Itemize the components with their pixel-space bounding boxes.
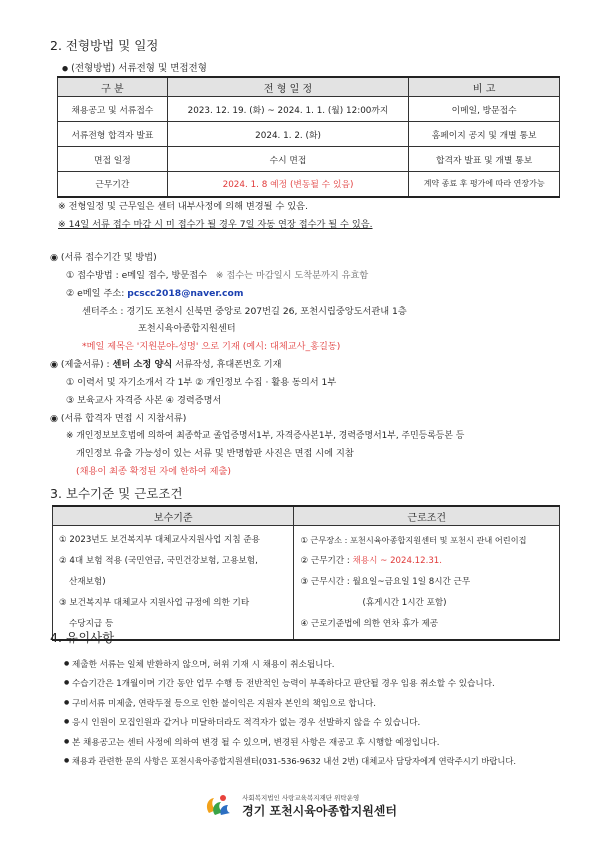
list-item: ● 채용과 관련한 문의 사항은 포천시육아종합지원센터(031-536-9632 내선 2번) 대체교사 담당자에게 연락주시기 바랍니다.: [64, 755, 517, 766]
row-note: 합격자 발표 및 개별 통보: [409, 147, 560, 172]
section2-subtitle: ● (전형방법) 서류전형 및 면접전형: [62, 63, 207, 74]
interview-title: ◉ (서류 합격자 면접 시 지참서류): [50, 413, 187, 424]
row-note: 이메일, 방문접수: [409, 97, 560, 122]
work-cell: ① 근무장소 : 포천시육아종합지원센터 및 포천시 관내 어린이집 ② 근무기간 : 채용시 ~ 2024.12.31. ③ 근무시간 : 월요일~금요일 1일 8시간 근무 (휴게시간 1시간 포함) ④ 근로기준법에 의한 연차 휴가 제공: [294, 526, 560, 641]
conditions-table-header: [53, 506, 560, 526]
list-item: ● 수습기간은 1개월이며 기간 동안 업무 수행 등 전반적인 능력이 부족하다고 판단될 경우 임용 취소할 수 있습니다.: [64, 679, 495, 690]
row-schedule: 2023. 12. 19. (화) ~ 2024. 1. 1. (월) 12:00까지: [167, 97, 409, 122]
footer-org-name: 경기 포천시육아종합지원센터: [242, 804, 397, 818]
list-item: ● 구비서류 미제출, 연락두절 등으로 인한 불이익은 지원자 본인의 책임으로 합니다.: [64, 698, 376, 709]
table-row: [58, 122, 560, 147]
apply-method: ① 접수방법 : e메일 접수, 방문접수 ※ 접수는 마감일시 도착분까지 유효함: [66, 270, 369, 281]
interview-line-3: (채용이 최종 확정된 자에 한하여 제출): [76, 466, 231, 477]
header-work: 근로조건: [294, 506, 560, 526]
section3-title: 3. 보수기준 및 근로조건: [50, 486, 183, 501]
center-logo-icon: [203, 793, 233, 819]
list-item: ● 제출한 서류는 일체 반환하지 않으며, 허위 기재 시 채용이 취소됩니다.: [64, 659, 335, 670]
center-address: 센터주소 : 경기도 포천시 신북면 중앙로 207번길 26, 포천시립중앙도서관내 1층: [82, 306, 407, 317]
list-item: ● 본 채용공고는 센터 사정에 의하여 변경 될 수 있으며, 변경된 사항은 재공고 후 시행할 예정입니다.: [64, 737, 440, 748]
interview-line-2: 개인정보 유출 가능성이 있는 서류 및 반명함판 사진은 면접 시에 지참: [76, 448, 354, 459]
header-pay: 보수기준: [53, 506, 294, 526]
table-row: [58, 147, 560, 172]
apply-email: ② e메일 주소: pcscc2018@naver.com: [66, 288, 244, 299]
apply-title: ◉ (서류 접수기간 및 방법): [50, 252, 157, 263]
email-subject-rule: *메일 제목은 '지원분야-성명' 으로 기재 (예시: 대체교사_홍길동): [82, 341, 341, 352]
table-row: [53, 526, 560, 641]
submit-docs: ◉ (제출서류) : 센터 소정 양식 서류작성, 휴대폰번호 기재: [50, 359, 282, 370]
header-category: 구 분: [58, 77, 168, 97]
row-category: 서류전형 합격자 발표: [58, 122, 168, 147]
row-category: 채용공고 및 서류접수: [58, 97, 168, 122]
center-name: 포천시육아종합지원센터: [138, 323, 236, 334]
row-schedule: 2024. 1. 8 예정 (변동될 수 있음): [167, 172, 409, 197]
notice-list: [64, 655, 516, 771]
schedule-table: [57, 76, 560, 198]
section2-title: 2. 전형방법 및 일정: [50, 38, 159, 53]
submit-items-1: ① 이력서 및 자기소개서 각 1부 ② 개인정보 수집 · 활용 동의서 1부: [66, 377, 337, 388]
section4-title: 4. 유의사항: [50, 630, 115, 645]
row-category: 근무기간: [58, 172, 168, 197]
schedule-note-2: ※ 14일 서류 접수 마감 시 미 접수가 될 경우 7일 자동 연장 접수가 될 수 있음.: [58, 219, 373, 230]
footer: [0, 793, 600, 819]
schedule-table-header: [58, 77, 560, 97]
row-schedule: 수시 면접: [167, 147, 409, 172]
row-note: 계약 종료 후 평가에 따라 연장가능: [409, 172, 560, 197]
header-note: 비 고: [409, 77, 560, 97]
row-note: 홈페이지 공지 및 개별 통보: [409, 122, 560, 147]
table-row: [58, 172, 560, 197]
pay-cell: ① 2023년도 보건복지부 대체교사지원사업 지침 준용 ② 4대 보험 적용 (국민연금, 국민건강보험, 고용보험, 산재보험) ③ 보건복지부 대체교사 지원사업 규정에 의한 기타 수당지급 등: [53, 526, 294, 641]
submit-items-2: ③ 보육교사 자격증 사본 ④ 경력증명서: [66, 395, 222, 406]
row-schedule: 2024. 1. 2. (화): [167, 122, 409, 147]
conditions-table: [52, 505, 560, 641]
schedule-note-1: ※ 전형일정 및 근무일은 센터 내부사정에 의해 변경될 수 있음.: [58, 201, 308, 212]
footer-org-small: 사회복지법인 사랑교육복지재단 위탁운영: [242, 794, 360, 802]
row-category: 면접 일정: [58, 147, 168, 172]
interview-line-1: ※ 개인정보보호법에 의하여 최종학교 졸업증명서1부, 자격증사본1부, 경력증명서1부, 주민등록등본 등: [66, 431, 465, 441]
list-item: ● 응시 인원이 모집인원과 같거나 미달하더라도 적격자가 없는 경우 선발하지 않을 수 있습니다.: [64, 717, 421, 728]
header-schedule: 전 형 일 정: [167, 77, 409, 97]
email-address: pcscc2018@naver.com: [127, 288, 244, 299]
table-row: [58, 97, 560, 122]
